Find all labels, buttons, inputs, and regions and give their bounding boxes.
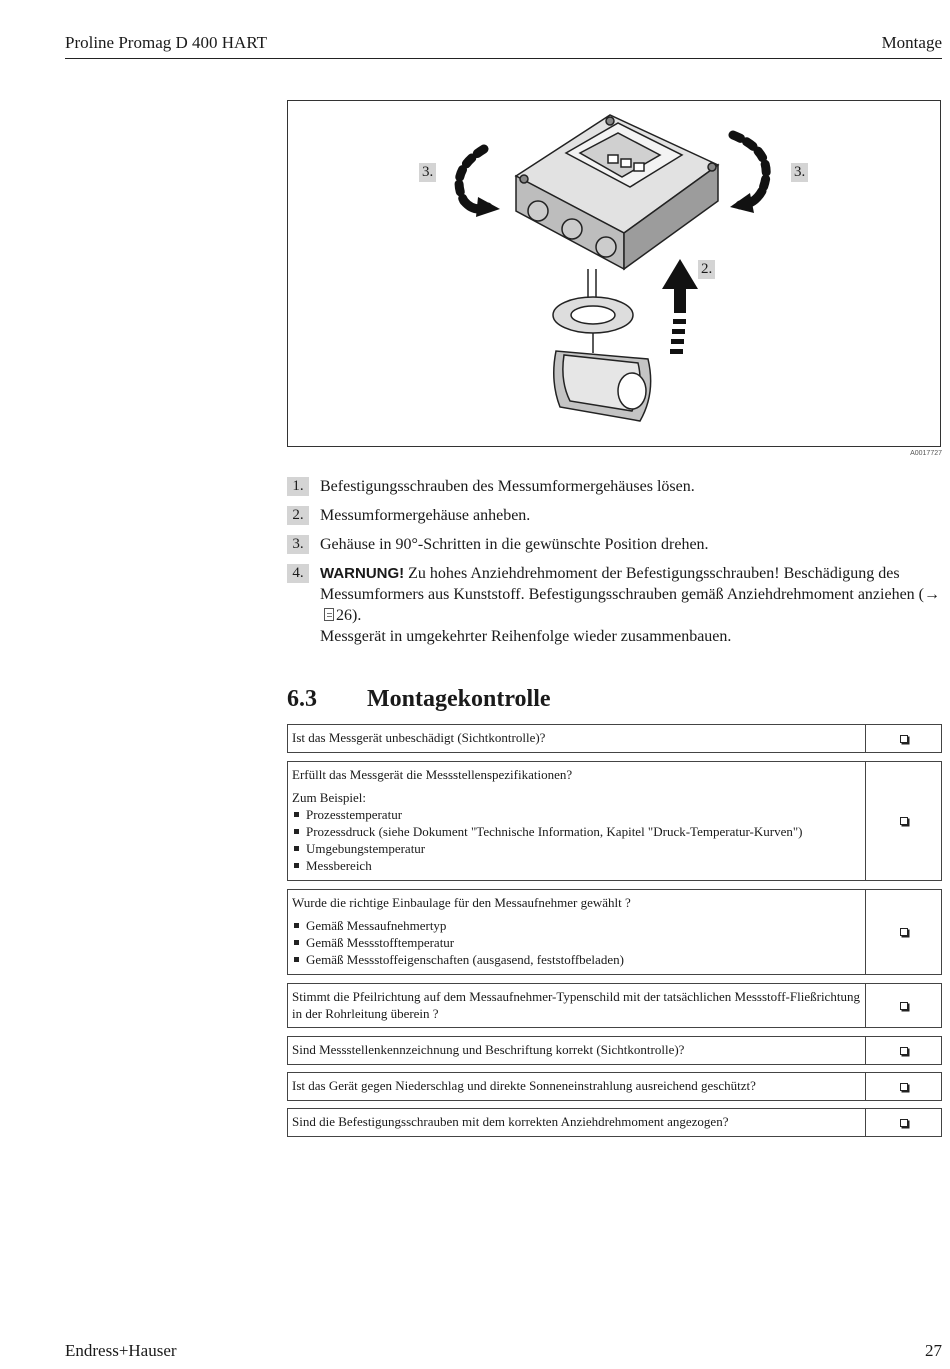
- checklist-row: [287, 1072, 942, 1101]
- page-icon: [324, 608, 334, 621]
- checkbox-cell[interactable]: [866, 1109, 941, 1136]
- checkbox-icon[interactable]: [900, 1119, 908, 1127]
- list-item: Umgebungstemperatur: [292, 840, 861, 857]
- reference-page: 26).: [336, 607, 362, 624]
- step-text: Gehäuse in 90°-Schritten in die gewünschte Position drehen.: [320, 536, 709, 553]
- list-item: [287, 476, 942, 497]
- page-header: [65, 30, 942, 59]
- transmitter-housing: [516, 115, 718, 269]
- lift-arrow-icon: [662, 259, 698, 354]
- footer-brand: Endress+Hauser: [65, 1341, 177, 1360]
- checklist-question: [288, 725, 866, 752]
- checklist-row: [287, 983, 942, 1028]
- document-title: Proline Promag D 400 HART: [65, 33, 268, 52]
- section-heading: [287, 686, 551, 713]
- rotate-arrow-left-icon: [459, 149, 488, 209]
- checklist-row: [287, 1108, 942, 1137]
- step-number: 4.: [287, 564, 309, 583]
- step-number: 2.: [287, 506, 309, 525]
- checkbox-icon[interactable]: [900, 1083, 908, 1091]
- transmitter-rotation-drawing: [288, 101, 939, 445]
- list-item: Prozesstemperatur: [292, 806, 861, 823]
- checklist-question: [288, 890, 866, 974]
- checklist-row: [287, 889, 942, 975]
- checkbox-cell[interactable]: [866, 984, 941, 1027]
- section-title: Montagekontrolle: [367, 686, 551, 712]
- checklist-question: [288, 1037, 866, 1064]
- checkbox-cell[interactable]: [866, 725, 941, 752]
- checkbox-icon[interactable]: [900, 928, 908, 936]
- question-text: Ist das Messgerät unbeschädigt (Sichtkontrolle)?: [292, 730, 546, 745]
- checklist-question: [288, 984, 866, 1027]
- list-item: Gemäß Messaufnehmertyp: [292, 917, 861, 934]
- step-text: Messumformergehäuse anheben.: [320, 507, 531, 524]
- checkbox-icon[interactable]: [900, 1047, 908, 1055]
- chapter-title: Montage: [881, 33, 942, 52]
- question-text: Sind Messstellenkennzeichnung und Beschriftung korrekt (Sichtkontrolle)?: [292, 1042, 685, 1057]
- checklist-question: [288, 762, 866, 880]
- page-number: 27: [925, 1341, 942, 1360]
- step-note: Messgerät in umgekehrter Reihenfolge wieder zusammenbauen.: [320, 628, 732, 645]
- checkbox-cell[interactable]: [866, 890, 941, 974]
- list-item: [287, 563, 942, 647]
- checkbox-cell[interactable]: [866, 762, 941, 880]
- callout-3-left: 3.: [419, 163, 436, 182]
- step-text: [320, 563, 942, 647]
- question-intro: Zum Beispiel:: [292, 790, 367, 805]
- list-item: Gemäß Messstofftemperatur: [292, 934, 861, 951]
- callout-3-right: 3.: [791, 163, 808, 182]
- checklist-row: [287, 1036, 942, 1065]
- list-item: [287, 534, 942, 555]
- procedure-steps: [287, 476, 942, 655]
- list-item: Messbereich: [292, 857, 861, 874]
- question-text: Erfüllt das Messgerät die Messstellenspezifikationen?: [292, 767, 573, 782]
- checklist-question: [288, 1109, 866, 1136]
- list-item: Prozessdruck (siehe Dokument "Technische Information, Kapitel "Druck-Temperatur-Kurven"): [292, 823, 861, 840]
- checklist-row: [287, 724, 942, 753]
- callout-2: 2.: [698, 260, 715, 279]
- criteria-list: [292, 917, 861, 968]
- question-text: Wurde die richtige Einbaulage für den Messaufnehmer gewählt ?: [292, 895, 631, 910]
- checklist-question: [288, 1073, 866, 1100]
- step-number: 3.: [287, 535, 309, 554]
- checkbox-cell[interactable]: [866, 1037, 941, 1064]
- checkbox-icon[interactable]: [900, 817, 908, 825]
- checkbox-cell[interactable]: [866, 1073, 941, 1100]
- checklist-row: [287, 761, 942, 881]
- warning-text: Zu hohes Anziehdrehmoment der Befestigungsschrauben! Beschädigung des Messumformers aus Kunststoff. Befestigungsschrauben gemäß Anziehdrehmoment anziehen: [320, 565, 915, 603]
- assembly-illustration: [287, 100, 941, 447]
- warning-label: WARNUNG!: [320, 565, 405, 582]
- checkbox-icon[interactable]: [900, 1002, 908, 1010]
- question-text: Ist das Gerät gegen Niederschlag und direkte Sonneneinstrahlung ausreichend geschützt?: [292, 1078, 756, 1093]
- figure-id: A0017727: [910, 450, 942, 457]
- reference-arrow: (→: [918, 586, 940, 603]
- checkbox-icon[interactable]: [900, 735, 908, 743]
- section-number: 6.3: [287, 686, 317, 712]
- question-text: Stimmt die Pfeilrichtung auf dem Messaufnehmer-Typenschild mit der tatsächlichen Messstoff-Fließrichtung in der Rohrleitung überein ?: [292, 989, 860, 1021]
- criteria-list: [292, 806, 861, 874]
- list-item: [287, 505, 942, 526]
- list-item: Gemäß Messstoffeigenschaften (ausgasend, feststoffbeladen): [292, 951, 861, 968]
- question-text: Sind die Befestigungsschrauben mit dem korrekten Anziehdrehmoment angezogen?: [292, 1114, 729, 1129]
- sensor-body: [553, 297, 651, 421]
- step-text: Befestigungsschrauben des Messumformergehäuses lösen.: [320, 478, 695, 495]
- step-number: 1.: [287, 477, 309, 496]
